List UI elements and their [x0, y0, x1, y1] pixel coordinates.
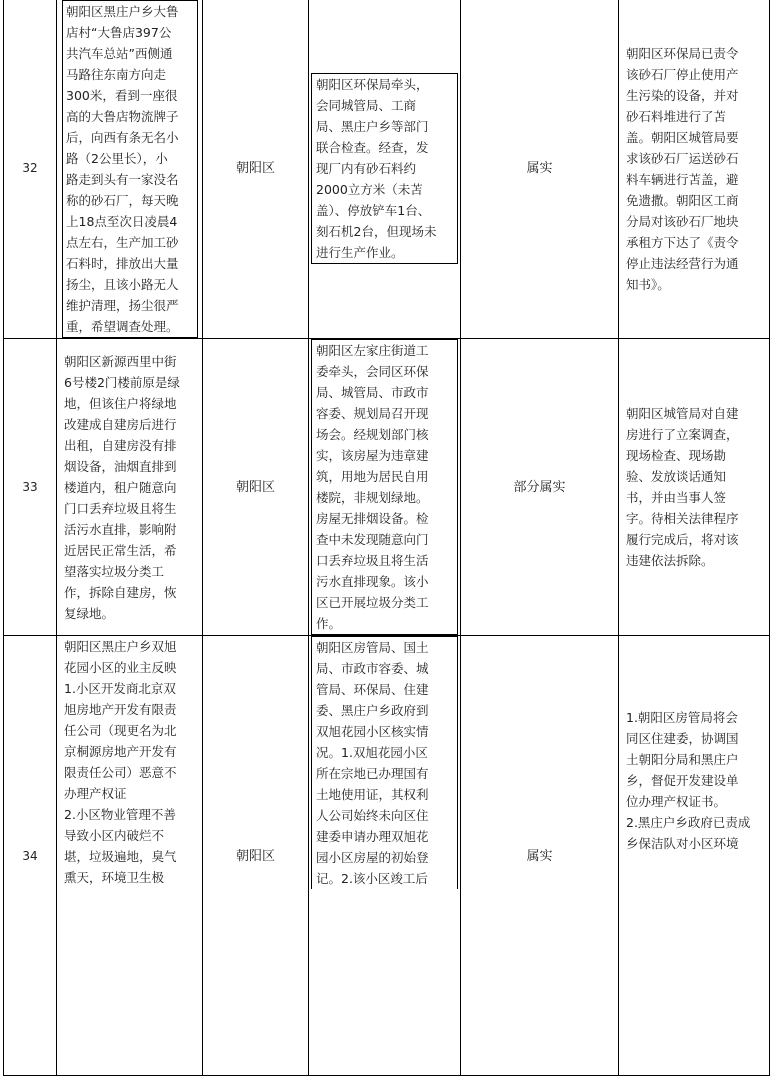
handling-text: 1.朝阳区房管局将会 同区住建委，协调国 土朝阳分局和黑庄户 乡，督促开发建设单 位办理产权证书。 2.黑庄户乡政府已责成 乡保洁队对小区环境 [626, 710, 751, 851]
handling-text: 朝阳区环保局已责令 该砂石厂停止使用产 生污染的设备，并对 砂石料堆进行了苫 盖。朝阳区城管局要 求该砂石厂运送砂石 料车辆进行苫盖，避 免遗撒。朝阳区工商 分局对该砂石厂地块 承租方下达了《责令 停止违法经营行为通 知书》。 [626, 45, 739, 292]
district-cell: 朝阳区 [203, 339, 309, 636]
table-row [4, 339, 770, 636]
complaint-table [3, 0, 770, 1076]
complaint-text: 朝阳区黑庄户乡双旭 花园小区的业主反映 1.小区开发商北京双 旭房地产开发有限责 任公司（现更名为北 京桐源房地产开发有 限责任公司）恶意不 办理产权证 2.小区物业管理不善 导致小区内破烂不 堪，垃圾遍地，臭气 熏天，环境卫生极 [64, 639, 177, 885]
handling-text: 朝阳区城管局对自建 房进行了立案调查， 现场检查、现场勘 验、发放谈话通知 书，并由当事人签 字。待相关法律程序 履行完成后，将对该 违建依法拆除。 [626, 406, 739, 568]
handling-cell [619, 636, 770, 1076]
investigation-cell [309, 339, 461, 636]
complaint-cell [57, 636, 203, 1076]
table-row [4, 636, 770, 1076]
investigation-text: 朝阳区左家庄街道工 委牵头，会同区环保 局、城管局、市政市 容委、规划局召开现 场会。经规划部门核 实，该房屋为违章建 筑，用地为居民自用 楼院，非规划绿地。 房屋无排烟设备。检 查中未发现随意向门 口丢弃垃圾且将生活 污水直排现象。该小 区已开展垃圾分类工 作。 [311, 339, 458, 635]
district-cell: 朝阳区 [203, 0, 309, 339]
result-cell: 属实 [461, 0, 619, 339]
investigation-cell [309, 636, 461, 1076]
handling-cell [619, 0, 770, 339]
investigation-cell [309, 0, 461, 339]
investigation-text: 朝阳区环保局牵头， 会同城管局、工商 局、黑庄户乡等部门 联合检查。经查，发 现厂内有砂石料约 2000立方米（未苫 盖）、停放铲车1台、 刻石机2台，但现场未 进行生产作业。 [311, 73, 458, 264]
handling-cell [619, 339, 770, 636]
complaint-text: 朝阳区新源西里中街 6号楼2门楼前原是绿 地，但该住户将绿地 改建成自建房后进行 出租，自建房没有排 烟设备，油烟直排到 楼道内，租户随意向 门口丢弃垃圾且将生 活污水直排，影响附 近居民正常生活，希 望落实垃圾分类工 作，拆除自建房，恢 复绿地。 [64, 353, 180, 621]
investigation-text: 朝阳区房管局、国土 局、市政市容委、城 管局、环保局、住建 委、黑庄户乡政府到 双旭花园小区核实情 况。1.双旭花园小区 所在宗地已办理国有 土地使用证，其权利 人公司始终未向区住 建委申请办理双旭花 园小区房屋的初始登 记。2.该小区竣工后 [311, 636, 458, 889]
complaint-content: 朝阳区黑庄户乡大鲁 店村“大鲁店397公 共汽车总站”西侧通 马路往东南方向走 300米，看到一座很 高的大鲁店物流牌子 后，向西有条无名小 路（2公里长），小 路走到头有一家没名 称的砂石厂，每天晚 上18点至次日凌晨4 点左右，生产加工砂 石料时，排放出大量 扬尘，且该小路无人 维护清理，扬尘很严 重，希望调查处理。 [62, 0, 198, 338]
result-cell: 属实 [461, 636, 619, 1076]
row-number: 34 [4, 636, 57, 1076]
result-cell: 部分属实 [461, 339, 619, 636]
row-number: 32 [4, 0, 57, 339]
complaint-text [57, 0, 203, 339]
row-number: 33 [4, 339, 57, 636]
complaint-cell [57, 339, 203, 636]
table-row [4, 0, 770, 339]
district-cell: 朝阳区 [203, 636, 309, 1076]
